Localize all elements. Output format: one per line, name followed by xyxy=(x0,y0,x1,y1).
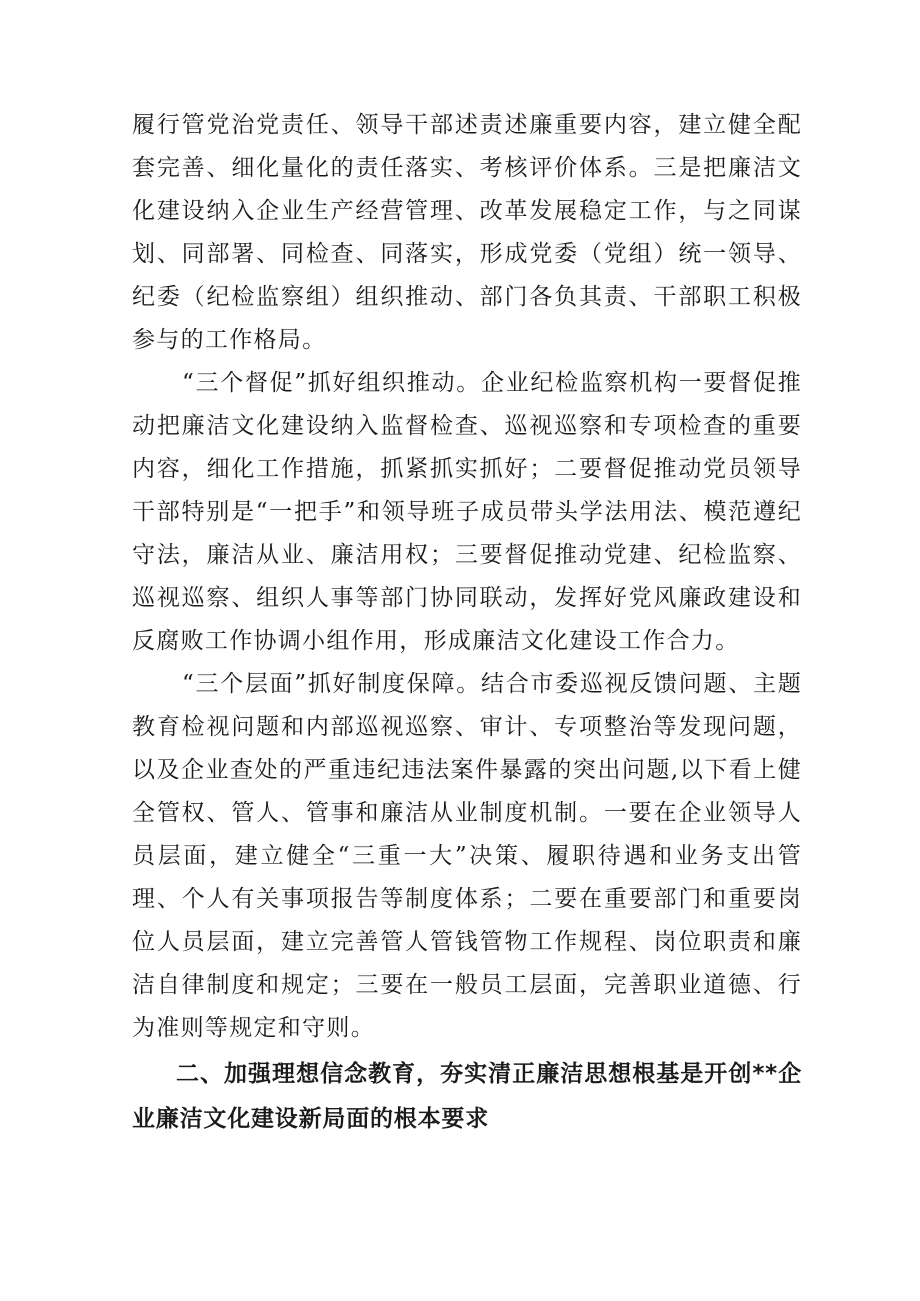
paragraph-continuation: 履行管党治党责任、领导干部述责述廉重要内容，建立健全配套完善、细化量化的责任落实、考核评价体系。三是把廉洁文化建设纳入企业生产经营管理、改革发展稳定工作，与之同谋划、同部署、同检查、同落实，形成党委（党组）统一领导、纪委（纪检监察组）组织推动、部门各负其责、干部职工积极参与的工作格局。 xyxy=(132,112,802,353)
document-body xyxy=(132,104,802,1142)
section-heading: 二、加强理想信念教育，夯实清正廉洁思想根基是开创**企业廉洁文化建设新局面的根本要求 xyxy=(132,1061,802,1132)
paragraph-institutional-guarantee: “三个层面”抓好制度保障。结合市委巡视反馈问题、主题教育检视问题和内部巡视巡察、审计、专项整治等发现问题，以及企业查处的严重违纪违法案件暴露的突出问题,以下看上健全管权、管人、管事和廉洁从业制度机制。一要在企业领导人员层面，建立健全“三重一大”决策、履职待遇和业务支出管理、个人有关事项报告等制度体系；二要在重要部门和重要岗位人员层面，建立完善管人管钱管物工作规程、岗位职责和廉洁自律制度和规定；三要在一般员工层面，完善职业道德、行为准则等规定和守则。 xyxy=(132,671,802,1041)
paragraph-supervision: “三个督促”抓好组织推动。企业纪检监察机构一要督促推动把廉洁文化建设纳入监督检查、巡视巡察和专项检查的重要内容，细化工作措施，抓紧抓实抓好；二要督促推动党员领导干部特别是“一把手”和领导班子成员带头学法用法、模范遵纪守法，廉洁从业、廉洁用权；三要督促推动党建、纪检监察、巡视巡察、组织人事等部门协同联动，发挥好党风廉政建设和反腐败工作协调小组作用，形成廉洁文化建设工作合力。 xyxy=(132,370,802,654)
